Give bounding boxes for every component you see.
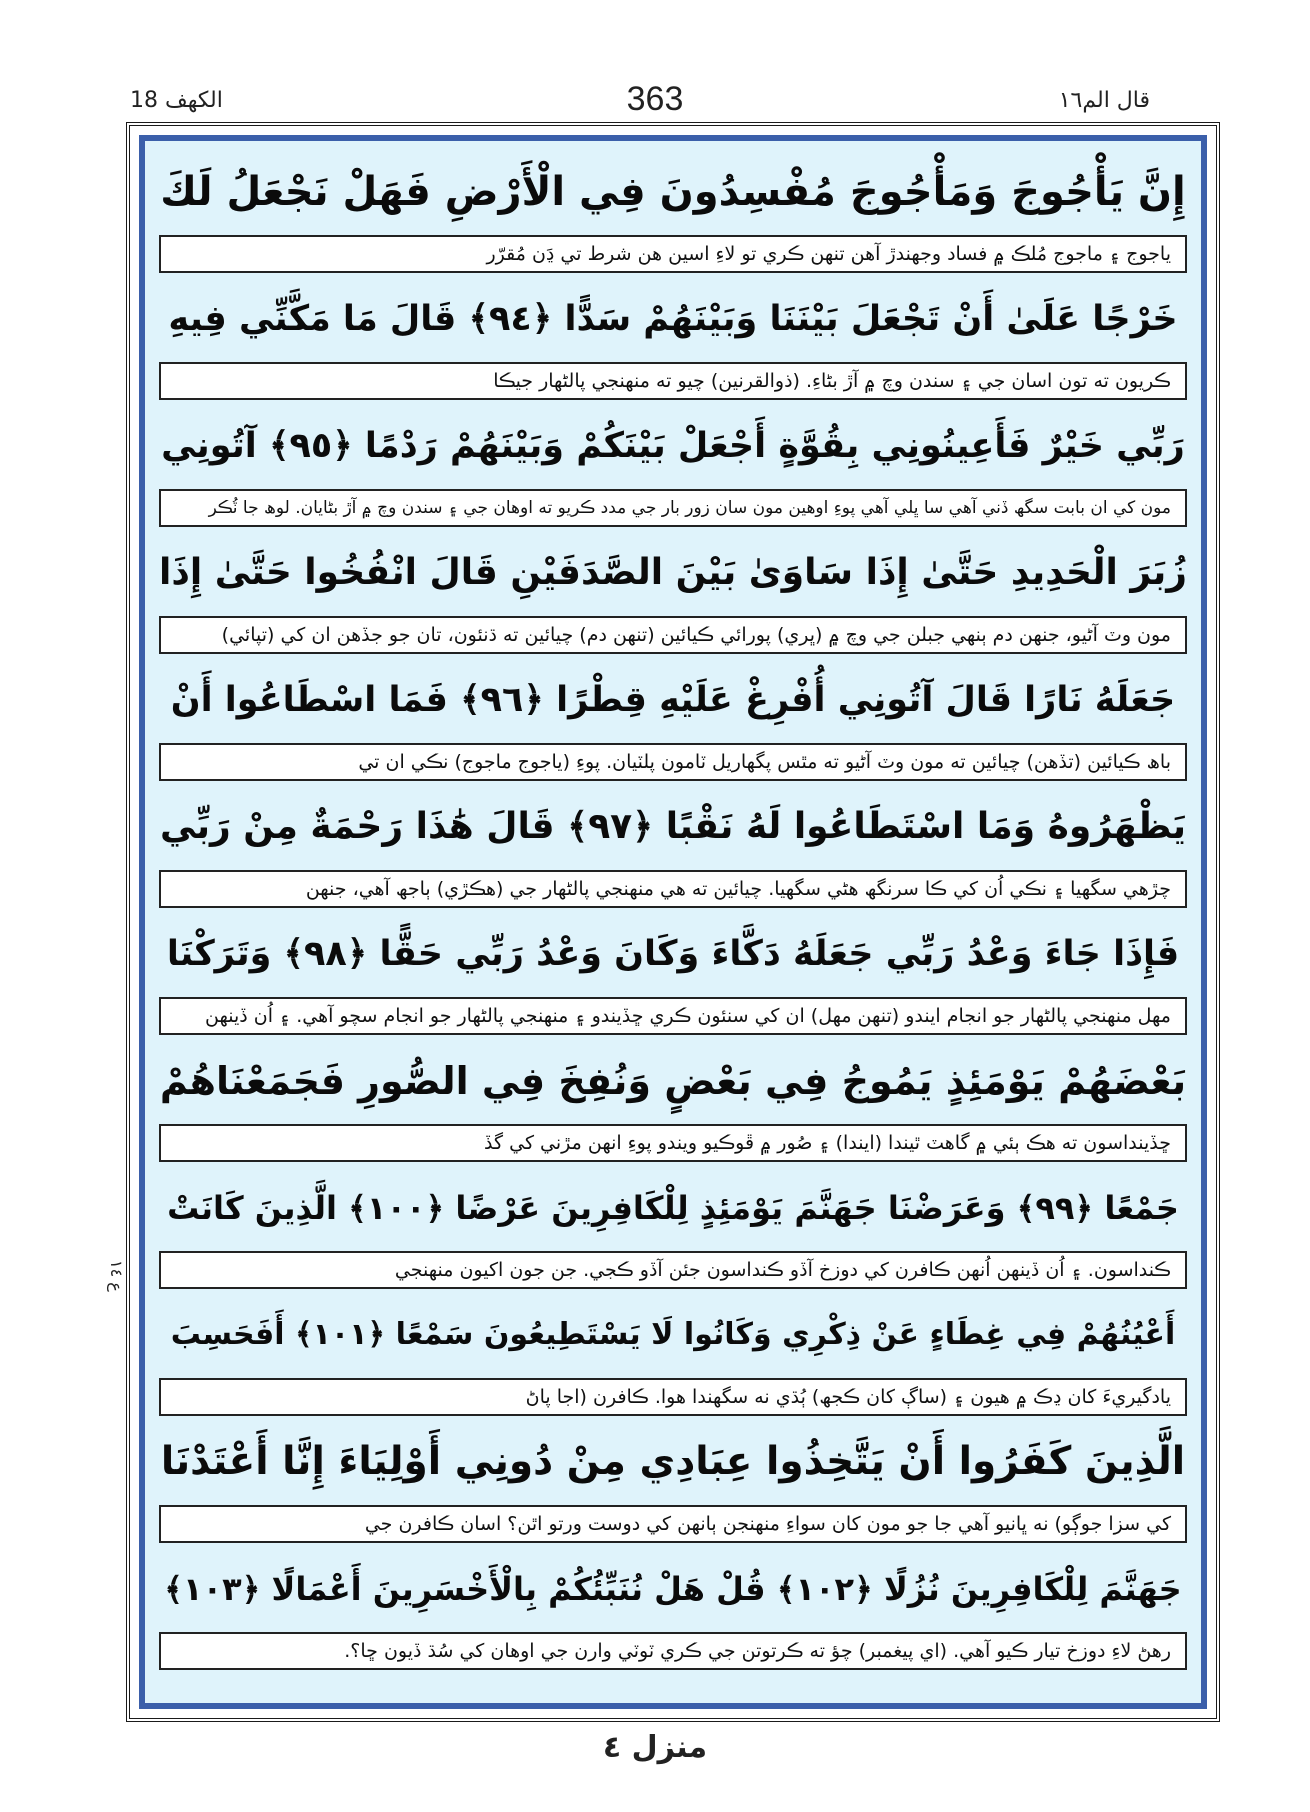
translation-line-5: باھ ڪيائين (تڏهن) چيائين ته مون وٽ آڻيو ته مٿس پگھاريل ٽامون پلٽيان. پوءِ (ياجوج ماجوج) نڪي ان تي xyxy=(159,743,1187,781)
translation-line-11: کي سزا جوڳو) نه ڀانيو آهي جا جو مون کان سواءِ منهنجن ٻانهن کي دوست ورتو اٿن؟ اسان ڪافرن جي xyxy=(159,1505,1187,1543)
text-panel xyxy=(139,135,1207,1709)
arabic-line-9: جَمْعًا ﴿٩٩﴾ وَعَرَضْنَا جَهَنَّمَ يَوْمَئِذٍ لِلْكَافِرِينَ عَرْضًا ﴿١٠٠﴾ الَّذِينَ كَانَتْ xyxy=(167,1189,1179,1227)
page-frame xyxy=(126,122,1220,1722)
arabic-line-6: يَظْهَرُوهُ وَمَا اسْتَطَاعُوا لَهُ نَقْبًا ﴿٩٧﴾ قَالَ هَٰذَا رَحْمَةٌ مِنْ رَبِّي xyxy=(160,806,1186,847)
arabic-line-7: فَإِذَا جَاءَ وَعْدُ رَبِّي جَعَلَهُ دَكَّاءَ وَكَانَ وَعْدُ رَبِّي حَقًّا ﴿٩٨﴾ وَتَرَكْنَا xyxy=(166,934,1180,974)
translation-line-1: ياجوج ۽ ماجوج مُلڪ ۾ فساد وجهندڙ آهن تنهن ڪري تو لاءِ اسين هن شرط تي ڍَن مُقرّر xyxy=(159,235,1187,273)
translation-line-3: مون کي ان بابت سگھ ڏني آهي سا ڀلي آهي پوءِ اوهين مون سان زور بار جي مدد ڪريو ته اوهان جي ۽ سندن وچ ۾ آڙ بڻايان. لوھ جا ٽُڪر xyxy=(159,489,1187,527)
translation-line-10: يادگيريءَ کان ڍڪ ۾ هيون ۽ (ساڳ کان ڪجھ) ٻُڌي نه سگھندا هوا. ڪافرن (اجا پاڻ xyxy=(159,1378,1187,1416)
arabic-line-12: جَهَنَّمَ لِلْكَافِرِينَ نُزُلًا ﴿١٠٢﴾ قُلْ هَلْ نُنَبِّئُكُمْ بِالْأَخْسَرِينَ أَعْمَالًا ﴿١٠٣﴾ xyxy=(164,1570,1182,1608)
translation-line-12: رهڻ لاءِ دوزخ تيار ڪيو آهي. (اي پيغمبر) چؤ ته ڪرتوتن جي ڪري ٽوٽي وارن جي اوهان کي سُڌ ڏيون ڇا؟. xyxy=(159,1632,1187,1670)
surah-header: الكهف 18 xyxy=(130,88,223,113)
translation-line-7: مهل منهنجي پالڻهار جو انجام ايندو (تنهن مهل) ان کي سنئون ڪري ڇڏيندو ۽ منهنجي پالڻهار جو انجام سچو آهي. ۽ اُن ڏينهن xyxy=(159,997,1187,1035)
page-number: 363 xyxy=(626,80,684,118)
ruku-marker: ع ١٤ xyxy=(107,1260,126,1292)
arabic-line-4: زُبَرَ الْحَدِيدِ حَتَّىٰ إِذَا سَاوَىٰ بَيْنَ الصَّدَفَيْنِ قَالَ انْفُخُوا حَتَّىٰ إِذَا xyxy=(159,552,1187,593)
translation-line-8: ڇڏينداسون ته هڪ ٻئي ۾ گاهٽ ٿيندا (ايندا) ۽ صُور ۾ ڦوڪيو ويندو پوءِ انهن مڙني کي گڏ xyxy=(159,1124,1187,1162)
manzil-footer: منزل ٤ xyxy=(602,1730,708,1765)
arabic-line-5: جَعَلَهُ نَارًا قَالَ آتُونِي أُفْرِغْ عَلَيْهِ قِطْرًا ﴿٩٦﴾ فَمَا اسْطَاعُوا أَنْ xyxy=(170,680,1176,720)
translation-line-4: مون وٽ آڻيو، جنهن دم ٻنهي جبلن جي وچ ۾ (ڀري) پورائي ڪيائين (تنهن دم) چيائين ته ڌنئون، تان جو جڏهن ان کي (تپائي) xyxy=(159,616,1187,654)
arabic-line-1: إِنَّ يَأْجُوجَ وَمَأْجُوجَ مُفْسِدُونَ فِي الْأَرْضِ فَهَلْ نَجْعَلُ لَكَ xyxy=(160,169,1186,215)
arabic-line-8: بَعْضَهُمْ يَوْمَئِذٍ يَمُوجُ فِي بَعْضٍ وَنُفِخَ فِي الصُّورِ فَجَمَعْنَاهُمْ xyxy=(159,1059,1187,1103)
arabic-line-3: رَبِّي خَيْرٌ فَأَعِينُونِي بِقُوَّةٍ أَجْعَلْ بَيْنَكُمْ وَبَيْنَهُمْ رَدْمًا ﴿٩٥﴾ آتُونِي xyxy=(161,426,1185,466)
translation-line-6: چڙهي سگھيا ۽ نڪي اُن کي ڪا سرنگھ هڻي سگھيا. چيائين ته هي منهنجي پالڻهار جي (هڪڙي) ٻاجھ آهي، جنهن xyxy=(159,870,1187,908)
juz-header: قال الم١٦ xyxy=(1058,88,1150,113)
arabic-line-2: خَرْجًا عَلَىٰ أَنْ تَجْعَلَ بَيْنَنَا وَبَيْنَهُمْ سَدًّا ﴿٩٤﴾ قَالَ مَا مَكَّنِّي فِيهِ xyxy=(168,299,1178,339)
translation-line-9: ڪنداسون. ۽ اُن ڏينهن اُنهن ڪافرن کي دوزخ آڏو ڪنداسون جئن آڏو ڪجي. جن جون اکيون منهنجي xyxy=(159,1251,1187,1289)
arabic-line-11: الَّذِينَ كَفَرُوا أَنْ يَتَّخِذُوا عِبَادِي مِنْ دُونِي أَوْلِيَاءَ إِنَّا أَعْتَدْنَا xyxy=(160,1439,1186,1484)
arabic-line-10: أَعْيُنُهُمْ فِي غِطَاءٍ عَنْ ذِكْرِي وَكَانُوا لَا يَسْتَطِيعُونَ سَمْعًا ﴿١٠١﴾ أَفَحَسِبَ xyxy=(170,1317,1176,1352)
translation-line-2: ڪريون ته تون اسان جي ۽ سندن وچ ۾ آڙ بڻاءِ. (ذوالقرنين) چيو ته منهنجي پالڻهار جيڪا xyxy=(159,362,1187,400)
